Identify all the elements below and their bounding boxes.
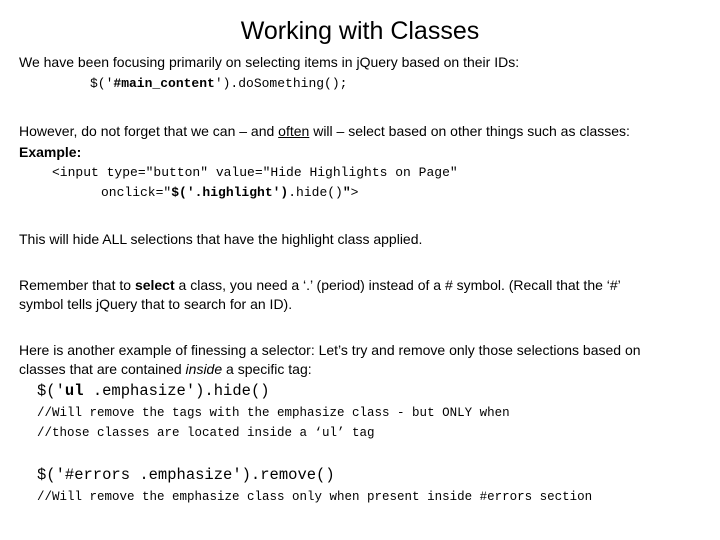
- text-part: Remember that to: [19, 277, 135, 293]
- code-part-bold: $('.highlight'): [171, 185, 289, 200]
- code-part: ').doSomething();: [214, 76, 348, 91]
- italic-word: inside: [185, 361, 223, 377]
- code-part: $(': [37, 382, 65, 400]
- code-input-line1: <input type="button" value="Hide Highlights on Page": [52, 165, 458, 180]
- underlined-word: often: [278, 123, 310, 139]
- text-part: a class, you need a ‘.’ (period) instead of a # symbol. (Recall that the ‘#’: [174, 277, 621, 293]
- however-text: [19, 122, 630, 140]
- code-part-bold: ": [342, 185, 351, 200]
- comment-errors: //Will remove the emphasize class only when present inside #errors section: [37, 490, 593, 504]
- code-part: $(': [90, 76, 114, 91]
- bold-word: select: [134, 277, 175, 293]
- here-text-line2: [19, 360, 312, 378]
- intro-text: We have been focusing primarily on selecting items in jQuery based on their IDs:: [19, 54, 520, 70]
- code-part: .emphasize').hide(): [83, 382, 270, 400]
- comment-line2: //those classes are located inside a ‘ul’ tag: [37, 426, 375, 440]
- hide-all-text: This will hide ALL selections that have the highlight class applied.: [19, 231, 423, 247]
- code-part: onclick=": [101, 185, 172, 200]
- comment-line1: //Will remove the tags with the emphasize class - but ONLY when: [37, 406, 510, 420]
- here-text-line1: Here is another example of finessing a selector: Let’s try and remove only those selections based on: [19, 342, 641, 358]
- text-part: a specific tag:: [222, 361, 312, 377]
- code-input-line2: [101, 184, 358, 202]
- code-part-bold: #main_content: [113, 76, 215, 91]
- example-label: Example:: [19, 144, 82, 160]
- code-part: >: [350, 185, 359, 200]
- code-part: .hide(): [288, 185, 343, 200]
- remember-text-line1: [19, 276, 621, 294]
- remember-text-line2: symbol tells jQuery that to search for an ID).: [19, 296, 293, 312]
- text-part: classes that are contained: [19, 361, 186, 377]
- text-part: However, do not forget that we can – and: [19, 123, 279, 139]
- code-ul-emphasize: [37, 381, 270, 401]
- text-part: will – select based on other things such as classes:: [309, 123, 630, 139]
- slide-title: Working with Classes: [240, 17, 480, 45]
- code-errors-emphasize: $('#errors .emphasize').remove(): [37, 466, 335, 484]
- code-example-main-content: [90, 75, 347, 93]
- code-part-bold: ul: [64, 382, 84, 400]
